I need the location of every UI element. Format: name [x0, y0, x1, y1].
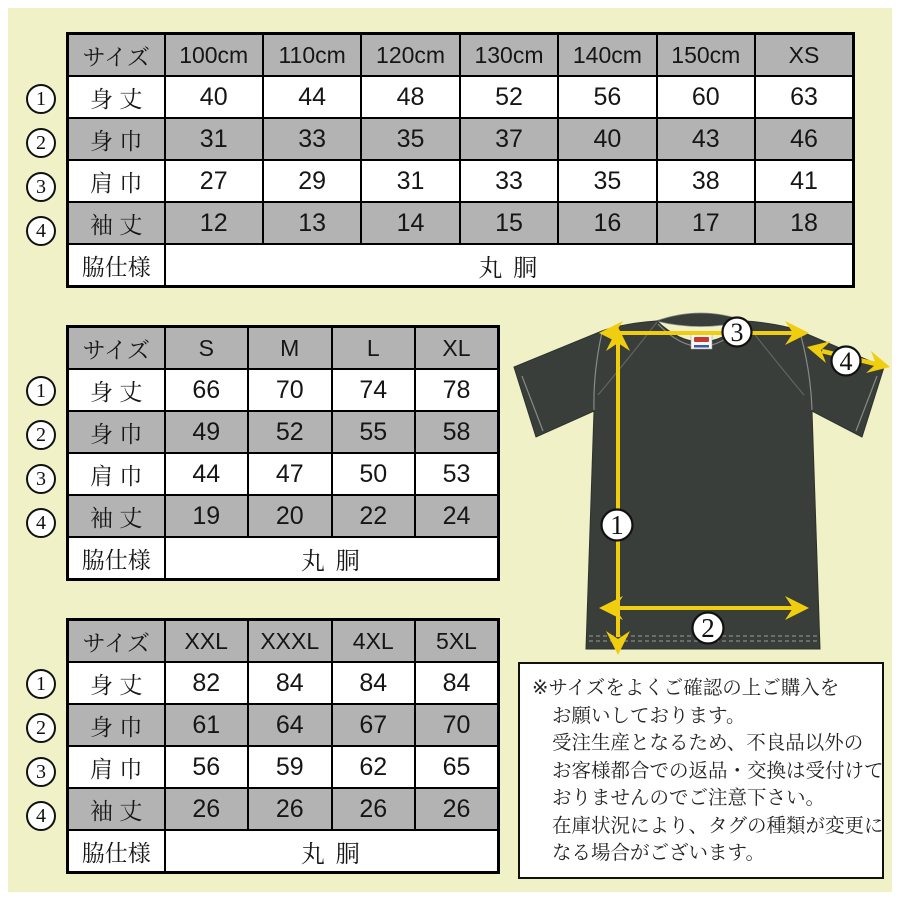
col-header: 4XL	[332, 620, 416, 663]
value-cell: 27	[165, 160, 263, 202]
table-header-row	[68, 620, 499, 663]
figure-number-2: 2	[701, 613, 715, 643]
value-cell: 19	[165, 495, 249, 537]
circled-number-4: 4	[26, 216, 56, 246]
circled-number-3: 3	[26, 757, 56, 787]
brand-tag-logo	[694, 337, 709, 342]
circled-number-2: 2	[26, 713, 56, 743]
col-header: 110cm	[263, 34, 361, 77]
circled-number-3: 3	[26, 172, 56, 202]
col-header: サイズ	[68, 327, 165, 370]
row-label: 身 丈	[68, 369, 165, 411]
col-header: M	[248, 327, 332, 370]
note-line: お願いしております。	[552, 704, 746, 727]
adult-size-table	[66, 325, 500, 581]
note-line: 受注生産となるため、不良品以外の	[552, 732, 864, 754]
value-cell: 31	[165, 118, 263, 160]
value-cell: 82	[165, 662, 249, 704]
value-cell: 78	[415, 369, 499, 411]
table-row	[68, 118, 854, 160]
row-label: 袖 丈	[68, 495, 165, 537]
value-cell: 84	[248, 662, 332, 704]
col-header: 100cm	[165, 34, 263, 77]
spec-value: 丸 胴	[165, 830, 499, 873]
spec-row	[68, 537, 499, 580]
value-cell: 44	[263, 76, 361, 118]
row-label: 身 巾	[68, 411, 165, 453]
circled-number-1: 1	[26, 669, 56, 699]
row-label: 肩 巾	[68, 160, 165, 202]
table-row	[68, 495, 499, 537]
value-cell: 35	[361, 118, 459, 160]
row-label: 肩 巾	[68, 453, 165, 495]
value-cell: 44	[165, 453, 249, 495]
value-cell: 66	[165, 369, 249, 411]
value-cell: 56	[558, 76, 656, 118]
row-label: 身 巾	[68, 118, 165, 160]
value-cell: 26	[165, 788, 249, 830]
value-cell: 59	[248, 746, 332, 788]
figure-number-1: 1	[610, 510, 624, 540]
value-cell: 48	[361, 76, 459, 118]
spec-value: 丸 胴	[165, 537, 499, 580]
value-cell: 43	[657, 118, 755, 160]
row-label: 肩 巾	[68, 746, 165, 788]
table-row	[68, 662, 499, 704]
col-header: S	[165, 327, 249, 370]
value-cell: 61	[165, 704, 249, 746]
spec-row	[68, 830, 499, 873]
table-row	[68, 704, 499, 746]
col-header: 150cm	[657, 34, 755, 77]
row-label: 身 巾	[68, 704, 165, 746]
circled-number-4: 4	[26, 508, 56, 538]
value-cell: 15	[460, 202, 558, 244]
value-cell: 63	[755, 76, 853, 118]
spec-row	[68, 244, 854, 287]
figure-number-4: 4	[839, 347, 853, 376]
col-header: サイズ	[68, 34, 165, 77]
value-cell: 40	[558, 118, 656, 160]
value-cell: 26	[332, 788, 416, 830]
purchase-note	[518, 662, 884, 879]
spec-label: 脇仕様	[68, 830, 165, 873]
col-header: 130cm	[460, 34, 558, 77]
col-header: XXL	[165, 620, 249, 663]
kids-size-table	[66, 32, 855, 288]
value-cell: 33	[263, 118, 361, 160]
figure-number-3: 3	[730, 318, 744, 347]
table-row	[68, 369, 499, 411]
note-line: おりませんのでご注意下さい。	[552, 787, 826, 809]
circled-number-1: 1	[26, 84, 56, 114]
value-cell: 84	[415, 662, 499, 704]
tshirt-body	[514, 321, 884, 649]
note-line: なる場合がございます。	[552, 842, 765, 864]
value-cell: 20	[248, 495, 332, 537]
col-header: 5XL	[415, 620, 499, 663]
value-cell: 35	[558, 160, 656, 202]
value-cell: 31	[361, 160, 459, 202]
value-cell: 50	[332, 453, 416, 495]
spec-value: 丸 胴	[165, 244, 854, 287]
value-cell: 13	[263, 202, 361, 244]
value-cell: 58	[415, 411, 499, 453]
value-cell: 55	[332, 411, 416, 453]
value-cell: 52	[460, 76, 558, 118]
circled-number-2: 2	[26, 420, 56, 450]
table-row	[68, 411, 499, 453]
spec-label: 脇仕様	[68, 244, 165, 287]
value-cell: 70	[415, 704, 499, 746]
value-cell: 22	[332, 495, 416, 537]
value-cell: 17	[657, 202, 755, 244]
value-cell: 24	[415, 495, 499, 537]
col-header: XL	[415, 327, 499, 370]
table-row	[68, 453, 499, 495]
col-header: 120cm	[361, 34, 459, 77]
value-cell: 67	[332, 704, 416, 746]
row-label: 袖 丈	[68, 202, 165, 244]
row-label: 袖 丈	[68, 788, 165, 830]
col-header: XS	[755, 34, 853, 77]
value-cell: 16	[558, 202, 656, 244]
row-label: 身 丈	[68, 76, 165, 118]
value-cell: 40	[165, 76, 263, 118]
note-line: ※サイズをよくご確認の上ご購入を	[532, 677, 840, 699]
value-cell: 74	[332, 369, 416, 411]
value-cell: 37	[460, 118, 558, 160]
table-header-row	[68, 327, 499, 370]
large-size-table	[66, 618, 500, 874]
value-cell: 12	[165, 202, 263, 244]
table-row	[68, 160, 854, 202]
note-line: お客様都合での返品・交換は受付けて	[552, 759, 884, 782]
value-cell: 70	[248, 369, 332, 411]
col-header: XXXL	[248, 620, 332, 663]
table-row	[68, 746, 499, 788]
circled-number-3: 3	[26, 464, 56, 494]
row-label: 身 丈	[68, 662, 165, 704]
value-cell: 14	[361, 202, 459, 244]
value-cell: 52	[248, 411, 332, 453]
value-cell: 41	[755, 160, 853, 202]
col-header: 140cm	[558, 34, 656, 77]
note-line: 在庫状況により、タグの種類が変更に	[552, 814, 884, 837]
value-cell: 47	[248, 453, 332, 495]
value-cell: 29	[263, 160, 361, 202]
value-cell: 53	[415, 453, 499, 495]
value-cell: 33	[460, 160, 558, 202]
value-cell: 38	[657, 160, 755, 202]
spec-label: 脇仕様	[68, 537, 165, 580]
table-header-row	[68, 34, 854, 77]
value-cell: 46	[755, 118, 853, 160]
value-cell: 18	[755, 202, 853, 244]
circled-number-2: 2	[26, 128, 56, 158]
value-cell: 65	[415, 746, 499, 788]
table-row	[68, 202, 854, 244]
brand-tag	[691, 334, 712, 349]
value-cell: 26	[248, 788, 332, 830]
value-cell: 56	[165, 746, 249, 788]
table-row	[68, 76, 854, 118]
table-row	[68, 788, 499, 830]
col-header: サイズ	[68, 620, 165, 663]
value-cell: 49	[165, 411, 249, 453]
value-cell: 60	[657, 76, 755, 118]
col-header: L	[332, 327, 416, 370]
brand-tag-line	[694, 345, 709, 348]
value-cell: 84	[332, 662, 416, 704]
value-cell: 62	[332, 746, 416, 788]
value-cell: 26	[415, 788, 499, 830]
value-cell: 64	[248, 704, 332, 746]
circled-number-1: 1	[26, 376, 56, 406]
tshirt-graphic	[505, 303, 895, 663]
circled-number-4: 4	[26, 801, 56, 831]
